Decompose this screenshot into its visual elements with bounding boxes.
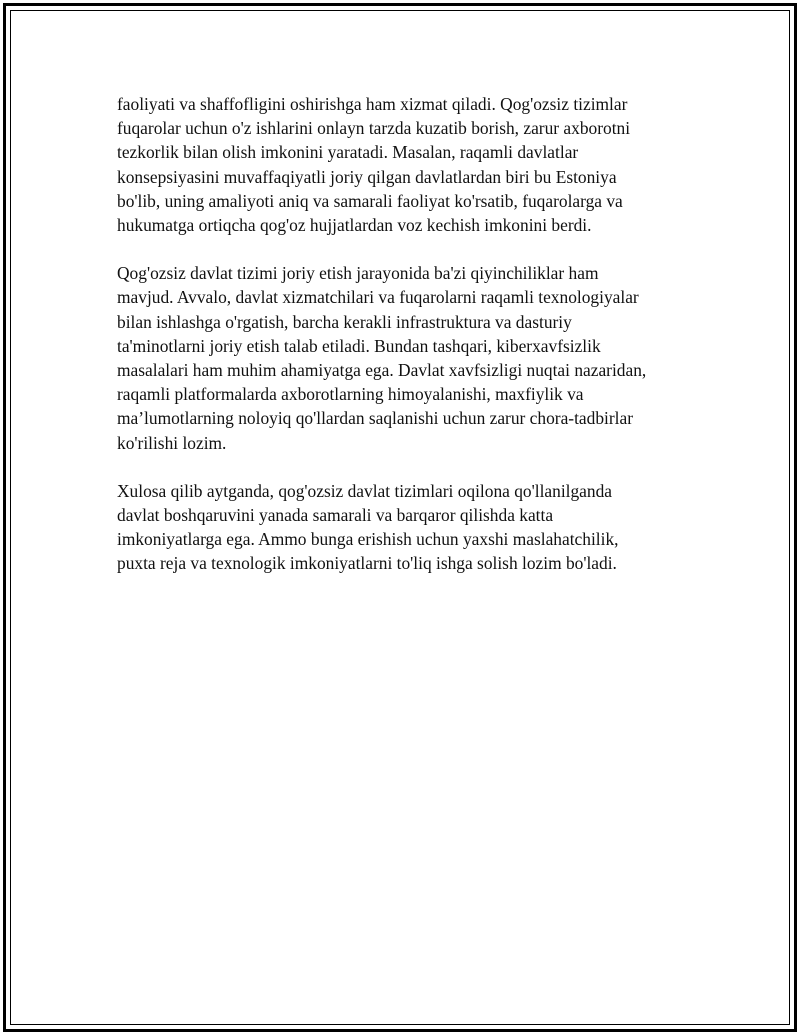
paragraph-2 bbox=[117, 261, 697, 455]
text-line: davlat boshqaruvini yanada samarali va barqaror qilishda katta bbox=[117, 505, 554, 526]
paragraph-3 bbox=[117, 479, 697, 576]
text-line: imkoniyatlarga ega. Ammo bunga erishish uchun yaxshi maslahatchilik, bbox=[117, 529, 619, 550]
text-line: mavjud. Avvalo, davlat xizmatchilari va fuqarolarni raqamli texnologiyalar bbox=[117, 287, 639, 308]
text-line: Xulosa qilib aytganda, qog'ozsiz davlat tizimlari oqilona qo'llanilganda bbox=[117, 480, 613, 501]
text-line: raqamli platformalarda axborotlarning himoyalanishi, maxfiylik va bbox=[117, 384, 584, 405]
text-line: bilan ishlashga o'rgatish, barcha kerakli infrastruktura va dasturiy bbox=[117, 311, 572, 332]
text-line: fuqarolar uchun o'z ishlarini onlayn tarzda kuzatib borish, zarur axborotni bbox=[117, 118, 631, 139]
document-body bbox=[117, 92, 697, 600]
text-line: konsepsiyasini muvaffaqiyatli joriy qilgan davlatlardan biri bu Estoniya bbox=[117, 166, 617, 187]
paragraph-1 bbox=[117, 92, 697, 237]
text-line: ma’lumotlarning noloyiq qo'llardan saqlanishi uchun zarur chora-tadbirlar bbox=[117, 408, 633, 429]
text-line: bo'lib, uning amaliyoti aniq va samarali faoliyat ko'rsatib, fuqarolarga va bbox=[117, 190, 623, 211]
text-line: Qog'ozsiz davlat tizimi joriy etish jarayonida ba'zi qiyinchiliklar ham bbox=[117, 263, 599, 284]
text-line: ta'minotlarni joriy etish talab etiladi. Bundan tashqari, kiberxavfsizlik bbox=[117, 335, 601, 356]
text-line: faoliyati va shaffofligini oshirishga ham xizmat qiladi. Qog'ozsiz tizimlar bbox=[117, 94, 628, 114]
text-line: puxta reja va texnologik imkoniyatlarni to'liq ishga solish lozim bo'ladi. bbox=[117, 553, 617, 574]
text-line: ko'rilishi lozim. bbox=[117, 432, 227, 453]
text-line: tezkorlik bilan olish imkonini yaratadi. Masalan, raqamli davlatlar bbox=[117, 142, 579, 163]
text-line: hukumatga ortiqcha qog'oz hujjatlardan voz kechish imkonini berdi. bbox=[117, 215, 592, 236]
text-line: masalalari ham muhim ahamiyatga ega. Davlat xavfsizligi nuqtai nazaridan, bbox=[117, 360, 647, 381]
